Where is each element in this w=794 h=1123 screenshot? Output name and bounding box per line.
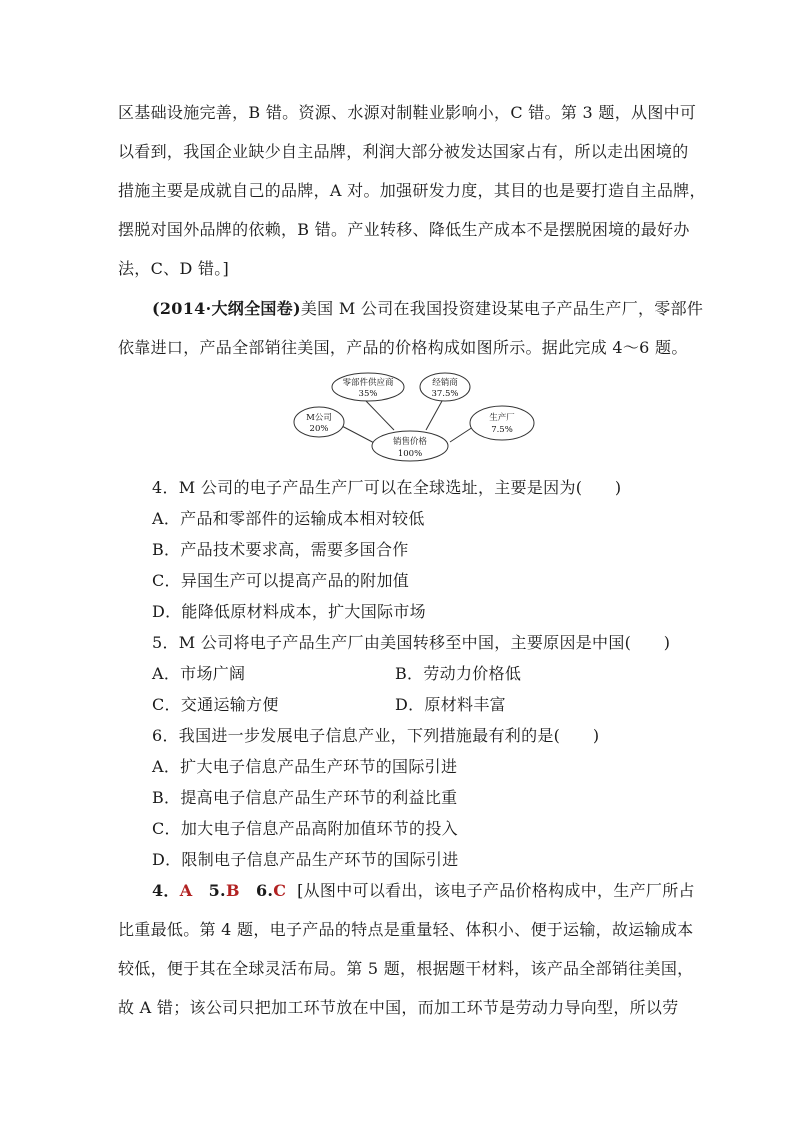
answer-key: C: [273, 881, 287, 900]
node-value: 35%: [358, 389, 378, 399]
answer-key: A: [179, 881, 193, 900]
option-c: C．加大电子信息产品高附加值环节的投入: [152, 819, 458, 838]
option-d: D．能降低原材料成本，扩大国际市场: [152, 602, 426, 621]
answer-explanation-line: 比重最低。第 4 题，电子产品的特点是重量轻、体积小、便于运输，故运输成本: [118, 920, 694, 939]
explanation-line: 法，C、D 错。]: [118, 259, 230, 278]
answer-number: 6.: [255, 881, 274, 900]
option-c: C．交通运输方便: [152, 695, 279, 714]
option-c: C．异国生产可以提高产品的附加值: [152, 571, 410, 590]
node-label: 生产厂: [489, 413, 515, 423]
option-a: A．扩大电子信息产品生产环节的国际引进: [152, 757, 458, 776]
answer-number: 4．: [152, 881, 180, 900]
option-b: B．提高电子信息产品生产环节的利益比重: [152, 788, 458, 807]
answer-explanation-line: 较低，便于其在全球灵活布局。第 5 题，根据题干材料，该产品全部销往美国，: [118, 959, 694, 978]
node-label: 经销商: [432, 378, 458, 388]
node-label: M公司: [306, 413, 332, 423]
node-value: 7.5%: [491, 425, 513, 435]
option-b: B．劳动力价格低: [395, 664, 522, 683]
option-d: D．限制电子信息产品生产环节的国际引进: [152, 850, 459, 869]
option-d: D．原材料丰富: [395, 695, 506, 714]
connector-line: [450, 427, 473, 442]
node-value: 37.5%: [431, 389, 459, 399]
question-stem: 5．M 公司将电子产品生产厂由美国转移至中国，主要原因是中国( ): [152, 633, 671, 652]
explanation-line: 措施主要是成就自己的品牌，A 对。加强研发力度，其目的也是要打造自主品牌，: [118, 181, 706, 200]
connector-line: [366, 401, 394, 430]
intro-text: 美国 M 公司在我国投资建设某电子产品生产厂，零部件: [300, 299, 704, 318]
intro-line: [152, 296, 703, 319]
connector-line: [426, 401, 442, 430]
option-b: B．产品技术要求高，需要多国合作: [152, 540, 409, 559]
intro-line: 依靠进口，产品全部销往美国，产品的价格构成如图所示。据此完成 4～6 题。: [118, 338, 688, 357]
source-label: (2014·大纲全国卷): [152, 299, 301, 318]
explanation-line: 以看到，我国企业缺少自主品牌，利润大部分被发达国家占有，所以走出困境的: [118, 142, 689, 161]
price-composition-diagram: [290, 370, 550, 465]
node-label: 零部件供应商: [342, 378, 394, 388]
answer-explanation: [从图中可以看出，该电子产品价格构成中，生产厂所占: [297, 881, 695, 900]
answer-number: 5.: [208, 881, 226, 900]
node-value: 20%: [309, 424, 329, 434]
question-stem: 4．M 公司的电子产品生产厂可以在全球选址，主要是因为( ): [152, 478, 622, 497]
answer-key: B: [225, 881, 240, 900]
center-label: 销售价格: [392, 437, 428, 447]
answer-line: [152, 878, 695, 901]
question-stem: 6．我国进一步发展电子信息产业，下列措施最有利的是( ): [152, 726, 600, 745]
explanation-line: 摆脱对国外品牌的依赖，B 错。产业转移、降低生产成本不是摆脱困境的最好办: [118, 220, 690, 239]
explanation-line: 区基础设施完善，B 错。资源、水源对制鞋业影响小，C 错。第 3 题，从图中可: [118, 103, 697, 122]
center-value: 100%: [397, 449, 423, 459]
option-a: A．产品和零部件的运输成本相对较低: [152, 509, 425, 528]
answer-explanation-line: 故 A 错；该公司只把加工环节放在中国，而加工环节是劳动力导向型，所以劳: [118, 998, 679, 1017]
option-a: A．市场广阔: [152, 664, 246, 683]
